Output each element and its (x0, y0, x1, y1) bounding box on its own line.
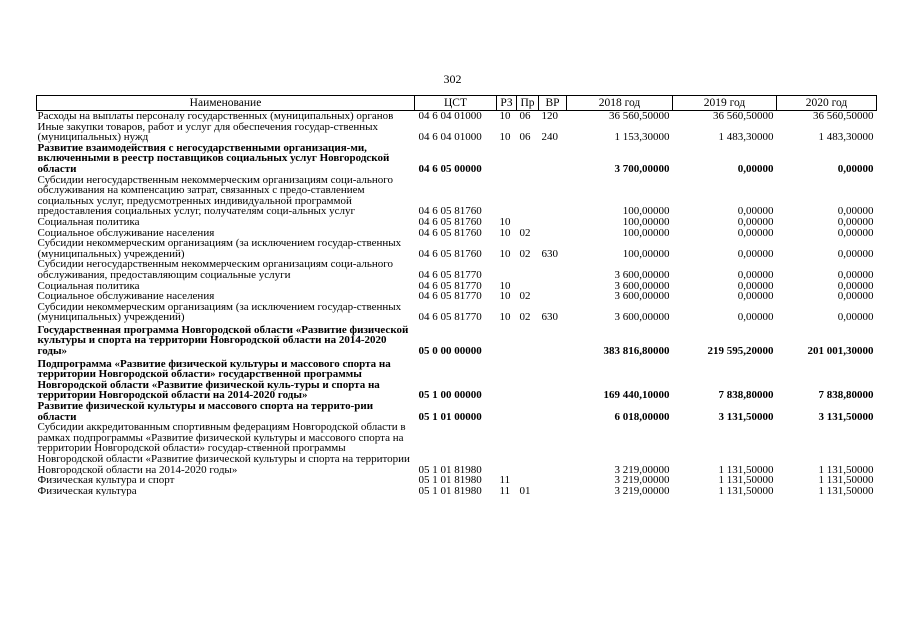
cell-cst: 05 1 01 81980 (418, 463, 482, 476)
cell-2020: 0,00000 (837, 291, 874, 302)
cell-rz: 10 (499, 291, 511, 302)
table-row (37, 122, 877, 143)
cell-vr (539, 323, 567, 357)
cell-2018: 100,00000 (622, 216, 670, 228)
header-2019: 2019 год (673, 96, 777, 111)
cell-2019: 1 483,30000 (718, 131, 774, 143)
cell-rz (497, 175, 517, 217)
cell-2020: 1 131,50000 (818, 463, 874, 476)
cell-cst: 05 1 01 81980 (418, 475, 482, 486)
cell-rz: 10 (499, 247, 511, 260)
cell-rz: 10 (499, 110, 511, 122)
cell-pr (517, 281, 539, 292)
cell-vr (539, 217, 567, 228)
cell-cst: 05 1 01 00000 (418, 410, 482, 423)
cell-name: Социальное обслуживание населения (37, 291, 215, 302)
cell-rz: 10 (499, 280, 511, 292)
table-row (37, 291, 877, 302)
cell-2020: 0,00000 (837, 162, 874, 175)
cell-2018: 3 219,00000 (614, 475, 670, 486)
cell-2019: 0,00000 (737, 247, 774, 260)
cell-2019: 1 131,50000 (718, 475, 774, 486)
cell-vr (539, 401, 567, 422)
cell-pr (517, 401, 539, 422)
cell-pr: 02 (519, 227, 531, 239)
cell-name: Субсидии негосударственным некоммерческим организациям соци-ального обслуживания на компенсацию затрат, связанных с предо-ставлением социальных услуг, предусмотренных индивидуальной программой предоставления социальных услуг, получателям соци-альных услуг (37, 174, 394, 217)
cell-cst: 04 6 04 01000 (418, 131, 482, 143)
cell-cst: 04 6 05 81760 (418, 247, 482, 260)
cell-name: Субсидии негосударственным некоммерческим организациям соци-ального обслуживания, предоставляющим социальные услуги (37, 259, 394, 281)
cell-name: Подпрограмма «Развитие физической культуры и массового спорта на территории Новгородской области» государственной программы Новгородской области «Развитие физической куль-туры и спорта на территории Новгородской области на 2014-2020 годы» (37, 357, 391, 402)
cell-2020: 0,00000 (837, 311, 874, 323)
cell-name: Развитие взаимодействия с негосударственными организация-ми, включенными в реестр поставщиков социальных услуг Новгородской области (37, 142, 390, 175)
cell-2019: 1 131,50000 (718, 485, 774, 497)
cell-name: Субсидии аккредитованным спортивным федерациям Новгородской области в рамках подпрограммы «Развитие физической культуры и массового спорта на территории Новгородской области» государ-ственной программы Новгородской области «Развитие физической культуры и спорта на территории Новгородской области на 2014-2020 годы» (37, 422, 410, 476)
cell-pr (517, 422, 539, 475)
header-name: Наименование (37, 96, 415, 111)
table-row (37, 175, 877, 217)
cell-2018: 3 219,00000 (614, 485, 670, 497)
cell-pr (517, 357, 539, 401)
cell-2020: 0,00000 (837, 268, 874, 281)
cell-2018: 383 816,80000 (603, 345, 670, 357)
cell-2019: 3 131,50000 (718, 410, 774, 423)
table-row (37, 401, 877, 422)
cell-cst: 04 6 05 81770 (418, 268, 482, 281)
cell-name: Иные закупки товаров, работ и услуг для обеспечения государ-ственных (муниципальных) нужд (37, 121, 379, 143)
cell-name: Государственная программа Новгородской области «Развитие физической культуры и спорта на территории Новгородской области на 2014-2020 годы» (37, 323, 409, 357)
header-pr: Пр (517, 96, 539, 111)
cell-2020: 1 131,50000 (818, 485, 874, 497)
cell-2020: 201 001,30000 (807, 345, 874, 357)
table-row (37, 217, 877, 228)
cell-rz (497, 259, 517, 280)
cell-vr (539, 228, 567, 239)
table-row (37, 486, 877, 497)
table-row (37, 422, 877, 475)
cell-vr (539, 475, 567, 486)
cell-pr: 02 (519, 311, 531, 323)
cell-vr: 630 (541, 247, 558, 260)
cell-2020: 36 560,50000 (813, 110, 874, 122)
cell-pr: 06 (519, 131, 531, 143)
cell-name: Физическая культура (37, 485, 137, 497)
cell-2019: 0,00000 (737, 311, 774, 323)
cell-pr (517, 175, 539, 217)
cell-2018: 3 600,00000 (614, 291, 670, 302)
budget-table (36, 95, 877, 496)
cell-cst: 04 6 05 81770 (418, 280, 482, 292)
cell-rz: 10 (499, 227, 511, 239)
table-row (37, 302, 877, 323)
header-row (37, 96, 877, 111)
cell-2020: 0,00000 (837, 247, 874, 260)
cell-cst: 05 1 01 81980 (418, 485, 482, 497)
table-row (37, 143, 877, 175)
cell-2018: 3 219,00000 (614, 463, 670, 476)
cell-cst: 05 1 00 00000 (418, 389, 482, 402)
cell-vr (539, 357, 567, 401)
cell-2019: 36 560,50000 (713, 110, 774, 122)
cell-2020: 0,00000 (837, 227, 874, 239)
table-row (37, 238, 877, 259)
cell-pr: 06 (519, 110, 531, 122)
header-2018: 2018 год (567, 96, 673, 111)
cell-2019: 0,00000 (737, 227, 774, 239)
cell-cst: 04 6 05 81760 (418, 205, 482, 217)
cell-rz: 11 (499, 485, 511, 497)
table-header (37, 96, 877, 111)
cell-2020: 3 131,50000 (818, 410, 874, 423)
header-vr: ВР (539, 96, 567, 111)
cell-2018: 169 440,10000 (603, 389, 670, 402)
cell-cst: 04 6 05 81760 (418, 227, 482, 239)
cell-rz (497, 422, 517, 475)
table-body (37, 111, 877, 497)
cell-2020: 1 131,50000 (818, 475, 874, 486)
cell-vr: 630 (541, 311, 558, 323)
cell-rz (497, 357, 517, 401)
cell-2019: 0,00000 (737, 162, 774, 175)
cell-2020: 7 838,80000 (818, 389, 874, 402)
cell-rz (497, 323, 517, 357)
cell-2018: 100,00000 (622, 227, 670, 239)
cell-2019: 0,00000 (737, 280, 774, 292)
cell-pr (517, 143, 539, 175)
cell-2020: 1 483,30000 (818, 131, 874, 143)
cell-2018: 3 600,00000 (614, 268, 670, 281)
cell-vr (539, 175, 567, 217)
header-2020: 2020 год (777, 96, 877, 111)
cell-2019: 219 595,20000 (707, 345, 774, 357)
cell-name: Субсидии некоммерческим организациям (за исключением государ-ственных (муниципальных) учреждений) (37, 301, 402, 323)
header-rz: РЗ (497, 96, 517, 111)
cell-vr (539, 422, 567, 475)
cell-vr (539, 143, 567, 175)
cell-2020: 0,00000 (837, 216, 874, 228)
cell-vr (539, 486, 567, 497)
cell-2018: 100,00000 (622, 205, 670, 217)
cell-cst: 04 6 05 81760 (418, 216, 482, 228)
table-row (37, 111, 877, 122)
cell-name: Расходы на выплаты персоналу государственных (муниципальных) органов (37, 110, 394, 122)
cell-name: Субсидии некоммерческим организациям (за исключением государ-ственных (муниципальных) учреждений) (37, 238, 402, 260)
cell-name: Физическая культура и спорт (37, 475, 175, 486)
cell-vr: 120 (541, 110, 558, 122)
cell-cst: 04 6 05 81770 (418, 311, 482, 323)
cell-rz (497, 401, 517, 422)
page-number: 302 (443, 72, 462, 86)
table-row (37, 357, 877, 401)
cell-pr (517, 475, 539, 486)
cell-rz: 10 (499, 216, 511, 228)
header-cst: ЦСТ (415, 96, 497, 111)
cell-name: Социальное обслуживание населения (37, 227, 215, 239)
cell-name: Развитие физической культуры и массового спорта на террито-рии области (37, 401, 374, 423)
cell-rz: 10 (499, 311, 511, 323)
cell-pr (517, 259, 539, 280)
cell-rz: 10 (499, 131, 511, 143)
cell-2018: 100,00000 (622, 247, 670, 260)
cell-2019: 7 838,80000 (718, 389, 774, 402)
table-row (37, 475, 877, 486)
cell-2020: 0,00000 (837, 280, 874, 292)
cell-cst: 05 0 00 00000 (418, 345, 482, 357)
cell-2018: 6 018,00000 (614, 410, 670, 423)
cell-name: Социальная политика (37, 280, 140, 292)
cell-2018: 3 600,00000 (614, 311, 670, 323)
cell-vr (539, 281, 567, 292)
cell-2019: 1 131,50000 (718, 463, 774, 476)
cell-vr: 240 (541, 131, 558, 143)
cell-cst: 04 6 05 81770 (418, 291, 482, 302)
cell-2019: 0,00000 (737, 216, 774, 228)
table-row (37, 281, 877, 292)
cell-2019: 0,00000 (737, 291, 774, 302)
cell-2018: 36 560,50000 (609, 110, 670, 122)
cell-name: Социальная политика (37, 216, 140, 228)
cell-pr (517, 217, 539, 228)
cell-2019: 0,00000 (737, 268, 774, 281)
cell-2019: 0,00000 (737, 205, 774, 217)
cell-2020: 0,00000 (837, 205, 874, 217)
cell-2018: 3 700,00000 (614, 162, 670, 175)
table-row (37, 323, 877, 357)
cell-cst: 04 6 04 01000 (418, 110, 482, 122)
table-row (37, 228, 877, 239)
table-row (37, 259, 877, 280)
cell-2018: 3 600,00000 (614, 280, 670, 292)
cell-rz (497, 143, 517, 175)
cell-2018: 1 153,30000 (614, 131, 670, 143)
cell-pr: 02 (519, 291, 531, 302)
cell-pr (517, 323, 539, 357)
cell-pr: 01 (519, 485, 531, 497)
cell-pr: 02 (519, 247, 531, 260)
cell-vr (539, 291, 567, 302)
cell-rz: 11 (499, 475, 511, 486)
cell-cst: 04 6 05 00000 (418, 162, 482, 175)
cell-vr (539, 259, 567, 280)
